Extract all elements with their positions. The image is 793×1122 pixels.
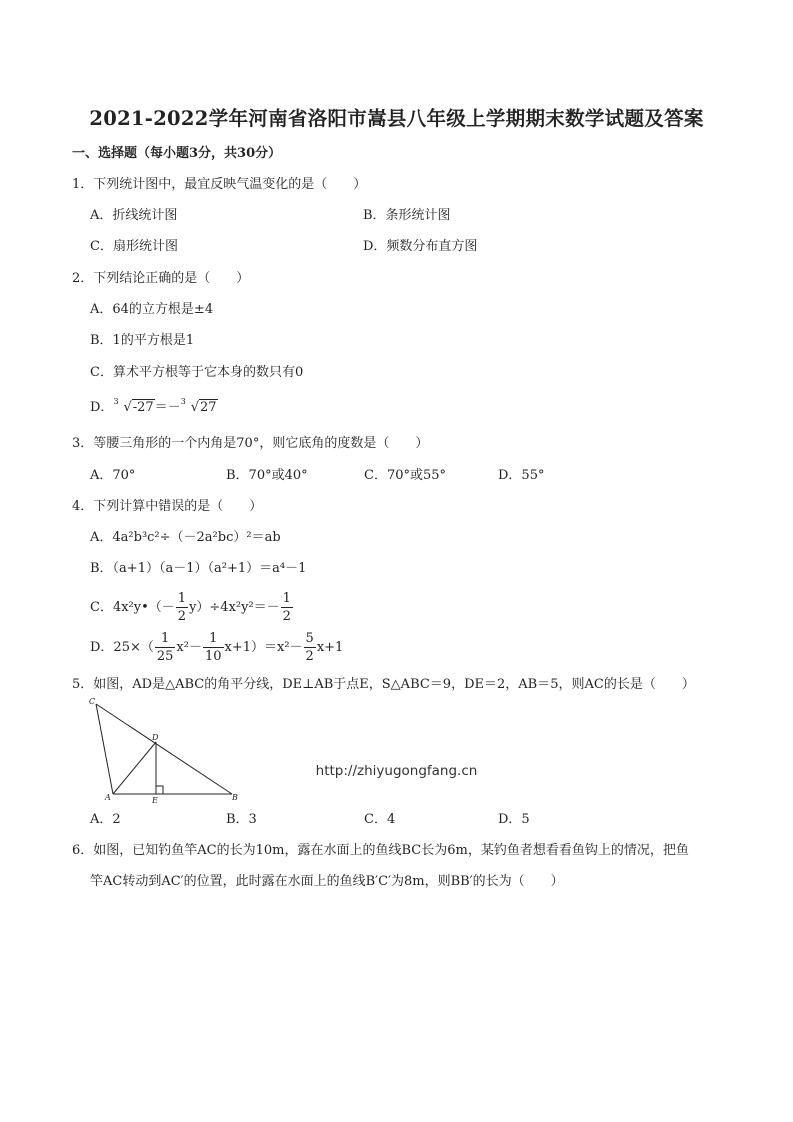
fraction xyxy=(281,590,293,625)
numerator: 1 xyxy=(177,591,187,606)
label-e: E xyxy=(152,796,158,805)
option-d-end: x+1 xyxy=(316,640,344,655)
question-4-option-a: A．4a²b³c²÷（－2a²bc）²＝ab xyxy=(90,530,281,545)
question-5-option-c: C．4 xyxy=(364,812,396,827)
question-2-option-b: B．1的平方根是1 xyxy=(90,333,195,348)
label-b: B xyxy=(232,793,238,802)
question-4-option-b: B．（a+1）（a－1）（a²+1）＝a⁴－1 xyxy=(90,561,307,576)
question-4-option-d xyxy=(90,630,343,666)
question-3-option-b: B．70°或40° xyxy=(226,468,308,483)
option-d-prefix: D．25×（ xyxy=(90,640,154,655)
question-6-line-1: 6．如图，已知钓鱼竿AC的长为10m，露在水面上的鱼线BC长为6m，某钓鱼者想看看鱼钩上的情况，把鱼 xyxy=(72,843,689,858)
page-title: 2021-2022学年河南省洛阳市嵩县八年级上学期期末数学试题及答案 xyxy=(89,107,704,130)
numerator: 1 xyxy=(282,591,291,606)
question-2-option-a: A．64的立方根是±4 xyxy=(90,302,214,317)
option-d-middle-2: x+1）＝x²－ xyxy=(224,640,303,655)
question-2-option-d xyxy=(90,399,218,417)
footer-url[interactable]: http://zhiyugongfang.cn xyxy=(315,763,478,779)
root-index: 3 xyxy=(180,397,186,406)
question-2-stem: 2．下列结论正确的是（ ） xyxy=(72,271,250,286)
question-1-option-c: C．扇形统计图 xyxy=(90,239,178,254)
label-c: C xyxy=(89,697,96,706)
question-4-option-c xyxy=(90,590,294,626)
segment-ca xyxy=(96,704,113,794)
right-angle-mark xyxy=(156,786,163,794)
denominator: 2 xyxy=(282,609,291,624)
denominator: 2 xyxy=(305,649,314,664)
cube-root-expression: 3 √-27 xyxy=(113,399,154,417)
denominator: 25 xyxy=(156,649,174,664)
question-1-option-d: D．频数分布直方图 xyxy=(363,239,478,254)
option-c-prefix: C．4x²y•（－ xyxy=(90,600,175,615)
denominator: 2 xyxy=(177,609,187,624)
question-5-option-b: B．3 xyxy=(226,812,257,827)
question-5-option-d: D．5 xyxy=(498,812,530,827)
numerator: 5 xyxy=(305,631,314,646)
label-a: A xyxy=(105,793,111,802)
option-c-middle: y）÷4x²y²＝－ xyxy=(189,600,280,615)
equals-minus: ＝－ xyxy=(154,400,181,415)
triangle-figure xyxy=(86,696,246,806)
denominator: 10 xyxy=(204,649,222,664)
cube-root-expression: 3 √27 xyxy=(181,399,218,417)
question-3-option-d: D．55° xyxy=(498,468,545,483)
fraction xyxy=(176,590,188,625)
question-3-stem: 3．等腰三角形的一个内角是70°，则它底角的度数是（ ） xyxy=(72,436,429,451)
radicand: 27 xyxy=(199,400,217,415)
question-1-option-a: A．折线统计图 xyxy=(90,208,178,223)
question-6-line-2: 竿AC转动到AC′的位置，此时露在水面上的鱼线B′C′为8m，则BB′的长为（ ） xyxy=(90,874,564,889)
question-1-stem: 1．下列统计图中，最宜反映气温变化的是（ ） xyxy=(72,177,367,192)
numerator: 1 xyxy=(203,630,224,648)
option-d-middle-1: x²－ xyxy=(176,640,202,655)
radicand: -27 xyxy=(132,400,154,415)
fraction xyxy=(304,630,316,665)
question-5-option-a: A．2 xyxy=(90,812,121,827)
numerator: 1 xyxy=(155,630,176,648)
fraction xyxy=(203,630,224,665)
section-heading: 一、选择题（每小题3分，共30分） xyxy=(72,146,282,161)
question-4-stem: 4．下列计算中错误的是（ ） xyxy=(72,499,263,514)
option-d-prefix: D． xyxy=(90,400,114,415)
question-3-option-c: C．70°或55° xyxy=(364,468,447,483)
question-3-option-a: A．70° xyxy=(90,468,136,483)
label-d: D xyxy=(152,733,159,742)
root-index: 3 xyxy=(113,397,119,406)
question-1-option-b: B．条形统计图 xyxy=(363,208,451,223)
question-2-option-c: C．算术平方根等于它本身的数只有0 xyxy=(90,365,304,380)
fraction xyxy=(155,630,176,665)
question-5-stem: 5．如图，AD是△ABC的角平分线，DE⊥AB于点E，S△ABC＝9，DE＝2，AB＝5，则AC的长是（ ） xyxy=(72,677,695,692)
segment-cb xyxy=(96,704,232,794)
